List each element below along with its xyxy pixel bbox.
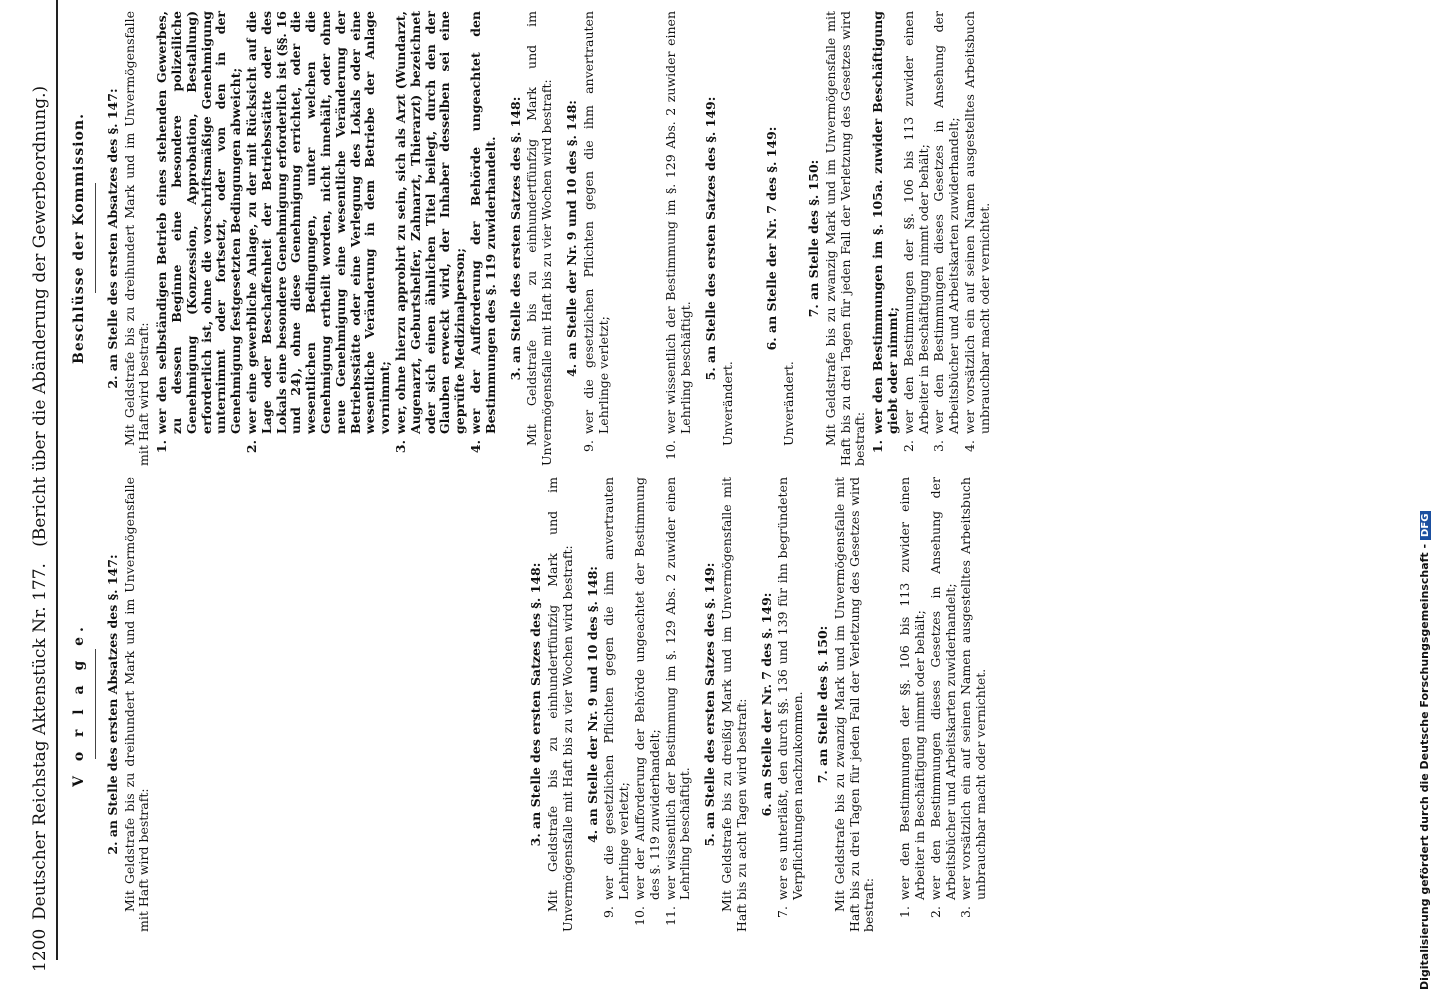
running-title: [30, 86, 50, 920]
item-number: 3.: [392, 440, 408, 454]
page-number: 1200: [30, 928, 50, 972]
item-text: wer den Bestimmungen im §. 105a. zuwider Beschäftigung giebt oder nimmt;: [870, 11, 901, 434]
section-title: 6. an Stelle der Nr. 7 des §. 149:: [758, 592, 774, 817]
item-text: wer den selbständigen Betrieb eines stehenden Gewerbes, zu dessen Beginne eine besondere polizeiliche Genehmigung (Konzession, Approbation, Bestallung) erforderlich ist, ohne die vorschriftsmäßige Genehmigung unternimmt oder fortsetzt, oder von den in der Genehmigung festgesetzten Bedingungen abweicht;: [154, 11, 244, 434]
header-rule: [56, 0, 58, 960]
list-item: [898, 477, 928, 932]
item-text: wer der Aufforderung der Behörde ungeachtet der Bestimmung des §. 119 zuwiderhandelt;: [631, 477, 662, 900]
list-item: [664, 11, 694, 466]
spacer: [612, 11, 664, 466]
section-title: 4. an Stelle der Nr. 9 und 10 des §. 148:: [584, 566, 600, 843]
item-text: wer vorsätzlich ein auf seinen Namen ausgestelltes Arbeitsbuch unbrauchbar macht oder vernichtet.: [962, 11, 992, 434]
column-heading: Beschlüsse der Kommission.: [71, 113, 87, 364]
dfg-logo: DFG: [1420, 511, 1431, 540]
item-number: 1.: [897, 906, 913, 918]
running-title-sub: (Bericht über die Abänderung der Gewerbeordnung.): [30, 85, 50, 547]
list-item: [245, 11, 393, 466]
list-item: [394, 11, 468, 466]
item-number: 9.: [580, 440, 596, 452]
credit-text: Digitalisierung gefördert durch die Deutsche Forschungsgemeinschaft -: [1418, 543, 1431, 990]
unchanged-note: Unverändert.: [781, 361, 797, 446]
spacer: [363, 477, 415, 932]
section-title: 4. an Stelle der Nr. 9 und 10 des §. 148:: [563, 100, 579, 377]
section-title: 5. an Stelle des ersten Satzes des §. 149:: [702, 96, 718, 381]
item-text: wer den Bestimmungen der §§. 106 bis 113 zuwider einen Arbeiter in Beschäftigung nimmt oder behält;: [900, 11, 931, 434]
list-item: [582, 11, 612, 466]
item-text: wer wissentlich der Bestimmung im §. 129 Abs. 2 zuwider einen Lehrling beschäftigt.: [663, 11, 694, 434]
list-item: [959, 477, 989, 932]
list-item: [155, 11, 244, 466]
item-number: 11.: [662, 906, 678, 926]
section-text: Mit Geldstrafe bis zu dreihundert Mark und im Unvermögensfalle mit Haft wird bestraft:: [121, 11, 152, 466]
item-number: 9.: [601, 906, 617, 918]
section-title: 7. an Stelle des §. 150:: [806, 159, 822, 318]
unchanged-note: Unverändert.: [719, 361, 735, 446]
list-item: [932, 11, 962, 466]
spacer: [415, 477, 467, 932]
list-item: [963, 11, 993, 466]
spacer: [155, 477, 207, 932]
item-text: wer wissentlich der Bestimmung im §. 129 Abs. 2 zuwider einen Lehrling beschäftigt.: [662, 477, 693, 900]
section-text: Mit Geldstrafe bis zu einhundertfünfzig Mark und im Unvermögensfalle mit Haft bis zu vier Wochen wird bestraft:: [524, 11, 555, 466]
item-text: wer den Bestimmungen dieses Gesetzes in Ansehung der Arbeitsbücher und Arbeitskarten zuwiderhandelt;: [927, 477, 958, 900]
list-item: [929, 477, 959, 932]
item-number: 4.: [962, 440, 978, 452]
item-text: wer eine gewerbliche Anlage, zu der mit Rücksicht auf die Lage oder Beschaffenheit der Betriebsstätte oder des Lokals eine besondere Genehmigung erforderlich ist (§§. 16 und 24), ohne diese Genehmigung errichtet, oder die wesentlichen Bedingungen, unter welchen die Genehmigung ertheilt worden, nicht innehält, oder ohne neue Genehmigung eine wesentliche Veränderung der Betriebsstätte oder eine Verlegung des Lokals oder eine wesentliche Veränderung in dem Betriebe der Anlage vornimmt;: [243, 11, 393, 434]
item-text: wer den Bestimmungen der §§. 106 bis 113 zuwider einen Arbeiter in Beschäftigung nimmt oder behält;: [897, 477, 927, 900]
item-number: 3.: [931, 440, 947, 452]
section-text: Mit Geldstrafe bis zu dreihundert Mark und im Unvermögensfalle mit Haft wird bestraft:: [121, 477, 152, 932]
item-text: wer es unterläßt, den durch §§. 136 und 139 für ihn begründeten Verpflichtungen nachzukommen.: [775, 477, 806, 900]
section-title: 7. an Stelle des §. 150:: [814, 625, 830, 784]
list-item: [776, 477, 806, 932]
item-number: 2.: [927, 906, 943, 918]
list-item: [633, 477, 663, 932]
section-title: 3. an Stelle des ersten Satzes des §. 148:: [528, 562, 544, 847]
spacer: [259, 477, 311, 932]
spacer: [311, 477, 363, 932]
section-text: Mit Geldstrafe bis zu zwanzig Mark und im Unvermögensfalle mit Haft bis zu drei Tagen für jeden Fall der Verletzung des Gesetzes wird bestraft:: [822, 11, 868, 466]
section-title: 5. an Stelle des ersten Satzes des §. 149:: [702, 562, 718, 847]
item-number: 10.: [663, 440, 679, 460]
item-text: wer vorsätzlich ein auf seinen Namen ausgestelltes Arbeitsbuch unbrauchbar macht oder vernichtet.: [958, 477, 989, 900]
list-item: [602, 477, 632, 932]
item-number: 10.: [631, 906, 647, 926]
item-number: 2.: [900, 440, 916, 452]
section-text: Mit Geldstrafe bis zu dreißig Mark und im Unvermögensfalle mit Haft bis zu acht Tagen wird bestraft:: [718, 477, 749, 932]
list-item: [871, 11, 901, 466]
list-item: [469, 11, 499, 466]
item-number: 1.: [154, 440, 170, 454]
item-text: wer die gesetzlichen Pflichten gegen die ihm anvertrauten Lehrlinge verletzt;: [580, 11, 611, 434]
item-text: wer der Aufforderung der Behörde ungeachtet den Bestimmungen des §. 119 zuwiderhandelt.: [467, 11, 498, 434]
spacer: [737, 11, 755, 466]
item-number: 3.: [958, 906, 974, 918]
spacer: [880, 477, 898, 932]
item-text: wer, ohne hierzu approbirt zu sein, sich als Arzt (Wundarzt, Augenarzt, Geburtshelfer, Zahnarzt, Thierarzt) bezeichnet oder sich einen ähnlichen Titel beilegt, durch den der Glauben erweckt wird, der Inhaber desselben sei eine geprüfte Medizinalperson;: [392, 11, 468, 434]
section-text: Mit Geldstrafe bis zu zwanzig Mark und im Unvermögensfalle mit Haft bis zu drei Tagen für jeden Fall der Verletzung des Gesetzes wird bestraft:: [831, 477, 877, 932]
section-title: 2. an Stelle des ersten Absatzes des §. 147:: [104, 554, 120, 855]
column-vorlage: [72, 477, 990, 932]
list-item: [902, 11, 932, 466]
section-text: Mit Geldstrafe bis zu einhundertfünfzig Mark und im Unvermögensfalle mit Haft bis zu vier Wochen wird bestraft:: [544, 477, 575, 932]
list-item: [664, 477, 694, 932]
item-number: 2.: [243, 440, 259, 454]
section-title: 2. an Stelle des ersten Absatzes des §. 147:: [104, 88, 120, 389]
item-text: wer die gesetzlichen Pflichten gegen die ihm anvertrauten Lehrlinge verletzt;: [601, 477, 632, 900]
spacer: [467, 477, 519, 932]
item-text: wer den Bestimmungen dieses Gesetzes in Ansehung der Arbeitsbücher und Arbeitskarten zuwiderhandelt;: [931, 11, 962, 434]
item-number: 4.: [467, 440, 483, 454]
heading-rule: [95, 650, 96, 760]
item-number: 7.: [775, 906, 791, 918]
column-beschluesse: [72, 11, 994, 466]
heading-rule: [95, 184, 96, 294]
item-number: 1.: [870, 440, 886, 454]
column-heading: V o r l a g e.: [71, 622, 87, 787]
running-title-main: Deutscher Reichstag Aktenstück Nr. 177.: [30, 563, 50, 920]
section-title: 3. an Stelle des ersten Satzes des §. 148:: [507, 96, 523, 381]
spacer: [207, 477, 259, 932]
section-title: 6. an Stelle der Nr. 7 des §. 149:: [764, 126, 780, 351]
page-header: [0, 0, 80, 1000]
digitization-credit: [1418, 0, 1431, 1000]
